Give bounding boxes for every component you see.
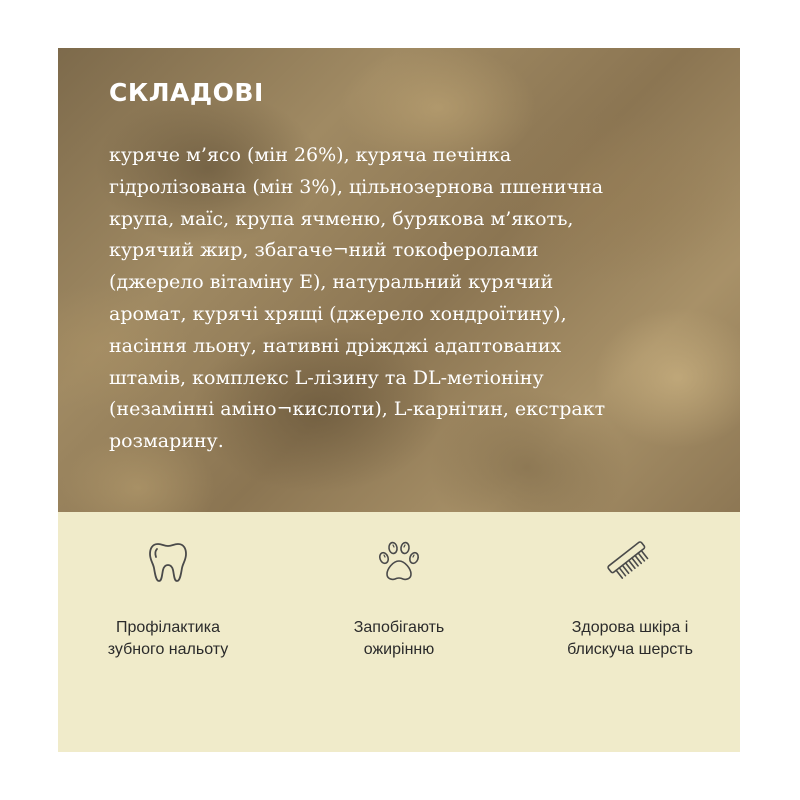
benefits-section <box>58 512 740 752</box>
paw-icon <box>375 538 423 586</box>
product-info-card <box>58 48 740 752</box>
ingredients-text: куряче м’ясо (мін 26%), куряча печінка гідролізована (мін 3%), цільнозернова пшенична крупа, маїс, крупа ячменю, бурякова м’якоть, курячий жир, збагаче¬ний токоферолами (джерело вітаміну Е), натуральний курячий аромат, курячі хрящі (джерело хондроїтину), насіння льону, нативні дріжджі адаптованих штамів, комплекс L-лізину та DL-метіоніну (незамінні аміно¬кислоти), L-карнітин, екстракт розмарину. <box>109 144 606 453</box>
tooth-icon <box>144 538 192 586</box>
benefit-dental-label: Профілактика зубного нальоту <box>107 619 229 658</box>
benefit-weight-label: Запобігають ожирінню <box>353 619 445 658</box>
ingredients-section <box>58 48 740 512</box>
benefit-coat-label: Здорова шкіра і блискуча шерсть <box>567 619 693 658</box>
comb-icon <box>606 538 654 586</box>
ingredients-title: СКЛАДОВІ <box>109 78 264 107</box>
